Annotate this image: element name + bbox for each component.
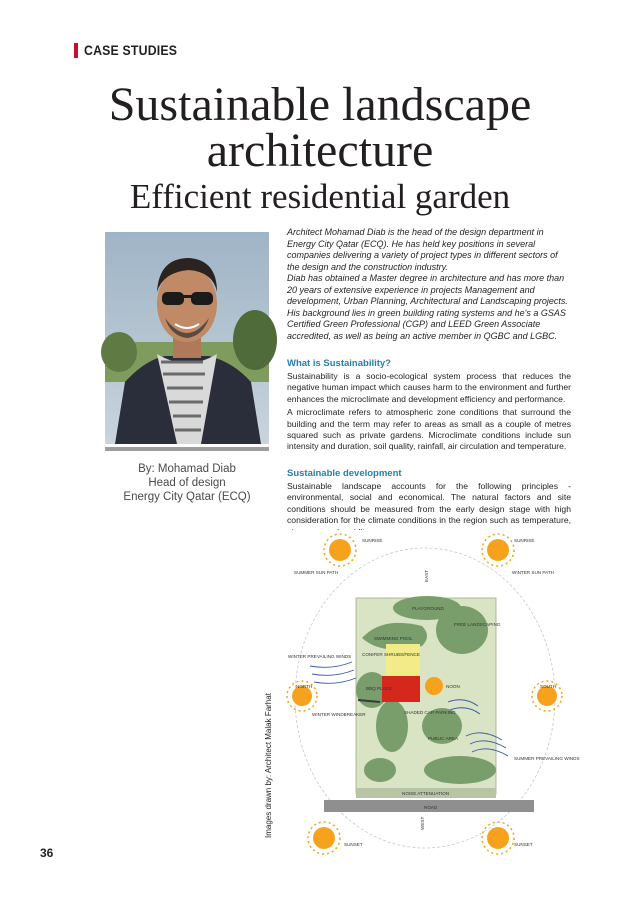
label-conifer: CONIFER SHRUBS/FENCE (362, 652, 420, 657)
tree-cluster (424, 756, 496, 784)
label-shaded-parking: SHADED CAR PARKING (404, 710, 456, 715)
bio-paragraph: Architect Mohamad Diab is the head of the design department in Energy City Qatar (ECQ). He has held key positions in several companies delivering a variety of project types in different sectors of the design and the construction industry. (287, 227, 558, 272)
tree-cluster (376, 700, 408, 752)
yard-area (386, 644, 420, 676)
section-marker (74, 43, 78, 58)
label-public-area: PUBLIC AREA (428, 736, 459, 741)
label-sunrise-right: SUNRISE (514, 538, 535, 543)
author-role: Head of design (148, 477, 226, 489)
label-winter-sun-path: WINTER SUN PATH (512, 570, 554, 575)
section-heading: What is Sustainability? (287, 358, 391, 369)
section-heading: Sustainable development (287, 468, 402, 479)
label-sunrise-left: SUNRISE (362, 538, 383, 543)
sun-icon (324, 534, 356, 566)
image-credit: Images drawn by: Architect Malak Farhat (264, 693, 273, 838)
photo-divider (105, 447, 269, 451)
label-winter-winds: WINTER PREVAILING WINDS (288, 654, 352, 659)
label-road: ROAD (424, 805, 438, 810)
label-summer-winds: SUMMER PREVAILING WINDS (514, 756, 580, 761)
article-title-line2: architecture (206, 124, 434, 177)
noon-sun-icon (425, 677, 443, 695)
article-title-line1: Sustainable landscape (108, 78, 532, 131)
label-west: WEST (420, 816, 425, 830)
winter-wind-icon (310, 662, 356, 683)
label-north: NORTH (296, 684, 313, 689)
label-sunset-right: SUNSET (514, 842, 533, 847)
label-summer-sun-path: SUMMER SUN PATH (294, 570, 339, 575)
author-bio (287, 227, 571, 342)
body-paragraph: Sustainability is a socio-ecological system process that reduces the negative human impact which causes harm to the environment and further enhances the microclimate and development efficiency and performance. (287, 371, 571, 404)
site-plan-diagram (282, 530, 580, 862)
sun-icon (308, 822, 340, 854)
author-photo (105, 232, 269, 444)
label-sunset-left: SUNSET (344, 842, 363, 847)
article-subtitle: Efficient residential garden (129, 177, 511, 216)
author-byline (105, 462, 269, 504)
label-swimming-pool: SWIMMING POOL (374, 636, 413, 641)
sun-icon (482, 534, 514, 566)
page-number: 36 (40, 846, 54, 860)
label-bbq: BBQ PLACE (366, 686, 393, 691)
label-windbreaker: WINTER WINDBREAKER (312, 712, 366, 717)
section-label: CASE STUDIES (84, 42, 178, 58)
tree-cluster (364, 758, 396, 782)
body-paragraph: Sustainable landscape accounts for the following principles - environmental, social and economical. The natural factors and site conditions should be measured from the early design stage with high consideration for the climate conditions in the region such as temperature, (287, 481, 571, 526)
author-company: Energy City Qatar (ECQ) (123, 491, 251, 503)
sun-icon (482, 822, 514, 854)
label-south: SOUTH (540, 684, 557, 689)
section-body (287, 371, 571, 455)
free-landscaping-area (436, 606, 488, 654)
label-east: EAST (424, 570, 429, 582)
label-free-landscaping: FREE LANDSCAPING (454, 622, 501, 627)
label-noon: NOON (446, 684, 460, 689)
label-noise: NOISE ATTENUATION (402, 791, 450, 796)
section-tag (74, 42, 190, 58)
body-paragraph: A microclimate refers to atmospheric zone conditions that surround the building and the term may refer to areas as small as a couple of metres squared such as private gardens. Microclimate conditions include sun intensity and duration, soil quality, rainfall, air circulation and temperature. (287, 407, 571, 452)
label-playground: PLAYGROUND (412, 606, 444, 611)
author-name: By: Mohamad Diab (138, 463, 236, 475)
bio-paragraph: Diab has obtained a Master degree in architecture and has more than 20 years of extensive experience in projects Management and development, Urban Planning, Architectural and Landscaping projects. His background lies in green building rating systems and he's a GSAS Certified Green Professional (CGP) and LEED Green Associate accredited, as well as being an active member in QGBC and LGBC. (287, 273, 568, 341)
